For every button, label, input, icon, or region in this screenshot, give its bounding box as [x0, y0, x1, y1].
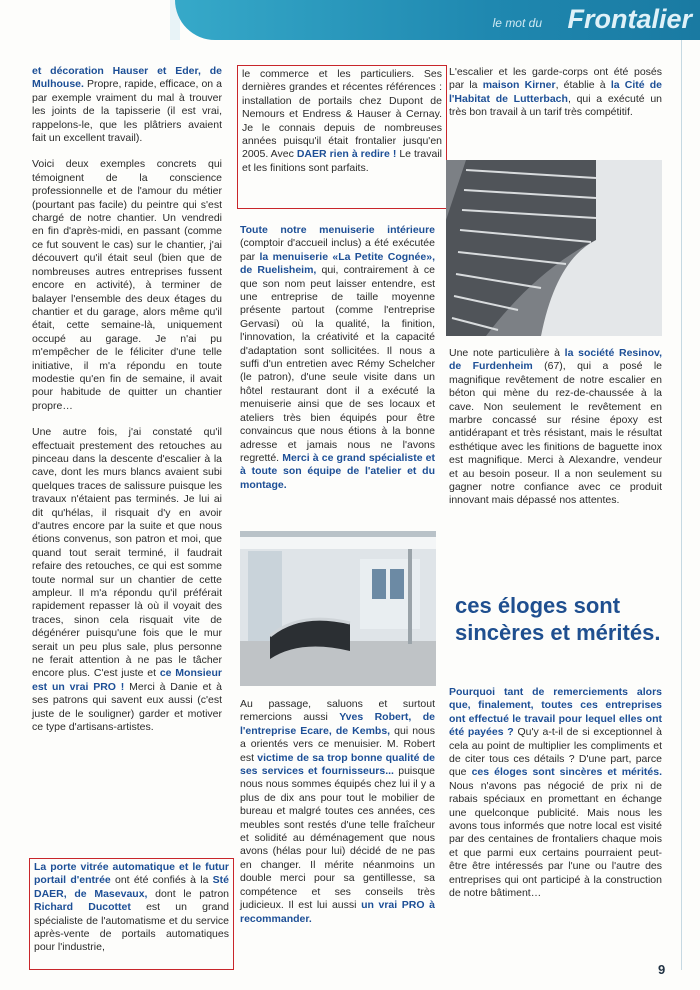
c2-paragraph-2: Au passage, saluons et surtout remercions aussi Yves Robert, de l'entreprise Ecare, de Kembs, qui nous a orientés vers ce menuisier. M. Robert est victime de sa trop bonne qualité de ses services et fournisseurs... puisque nous nous sommes équipés chez lui il y a plus de dix ans pour tout le mobilier de bureau et malgré toutes ces années, ces meubles sont restés d'une telle fraîcheur et solidité au déménagement que nous avons (hélas pour lui) décidé de ne pas en changer. Il mérite néanmoins un double merci pour sa gentillesse, sa compétence et ses conseils très judicieux. Il est lui aussi un vrai PRO à recommander.: [240, 698, 436, 925]
right-margin-rule: [681, 40, 682, 970]
c2-paragraph-1: Toute notre menuiserie intérieure (comptoir d'accueil inclus) a été exécutée par la menuiserie «La Petite Cognée», de Ruelisheim, qui, contrairement à ce que son nom peut laisser entendre, est une entreprise de taille moyenne présente partout (comme l'entreprise Gervasi) où la qualité, la finition, l'innovation, la créativité et la capacité d'adaptation sont sollicitées. Il nous a suffi d'un entretien avec Rémy Schelcher (le patron), d'une seule visite dans un hôtel restaurant dont il a exécuté la menuiserie ainsi que de ses locaux et ateliers très bien équipés pour être convaincus que nous étions à la bonne adresse et jamais nous ne l'avons regretté. Merci à ce grand spécialiste et à toute son équipe de l'atelier et du montage.: [240, 224, 435, 491]
column-1: [32, 65, 222, 748]
c1-paragraph-2: Voici deux exemples concrets qui témoignent de la conscience professionnelle et de l'amour du métier (pourtant pas facile) du peintre qui s'est chargé de notre chantier. Un vendredi en fin d'après-midi, en passant (comme ce fut souvent le cas) sur le chantier, j'ai découvert qu'il était seul (bien que de nombreuses autres entreprises fussent encore en activité), à terminer de balayer l'ensemble des deux étages du chantier et du garage, alors même qu'il était, cette semaine-là, uniquement occupé au garage. Je n'ai pu m'empêcher de le féliciter d'une telle initiative, il m'a répondu en toute modestie qu'en fin de semaine, il avait pour habitude de quitter un chantier propre…: [32, 158, 222, 412]
photo-staircase: [446, 160, 662, 336]
page-number: 9: [658, 962, 666, 977]
header-banner: [175, 0, 700, 40]
c1-paragraph-3: Une autre fois, j'ai constaté qu'il effectuait prestement des retouches au pinceau dans la descente d'escalier à la cave, dont les murs blancs avaient subi quelques traces de salissure puisque les travaux n'étaient pas terminés. Je lui ai dit qu'hélas, il risquait d'y en avoir d'autres encore par la suite et que nous étions convenus, son patron et moi, que quand tout serait terminé, il faudrait refaire des retouches, ce qui est somme toute normal sur un chantier de cette ampleur. Il m'a répondu qu'il préférait rapidement repasser là où il voyait des traces, sinon cela risquait vite de dégénérer puisqu'une fois que le mur serait un peu plus sale, plus personne ne ferait attention à ne pas le tâcher encore plus. C'est juste et ce Monsieur est un vrai PRO ! Merci à Danie et à ses patrons qui savent eux aussi (c'est juste de le souligner) garder et motiver ce type d'artisans-artistes.: [32, 426, 222, 734]
c3-paragraph-3: Pourquoi tant de remerciements alors que, finalement, toutes ces entreprises ont effectué le travail pour lequel elles ont été payées ? Qu'y a-t-il de si exceptionnel à cela au point de multiplier les compliments et de citer tous ces détails ? D'une part, parce que ces éloges sont sincères et mérités. Nous n'avons pas négocié de prix ni de rabais spéciaux en promettant en échange une quelconque publicité. Mais nous les avons tous informés que notre local est visité par des centaines de frontaliers chaque mois et que parmi eux certains pourraient peut-être être intéressés par l'une ou l'autre des entreprises qui ont participé à la construction de notre bâtiment…: [449, 686, 662, 900]
banner-title: Frontalier: [567, 4, 692, 34]
pull-quote: ces éloges sont sincères et mérités.: [455, 593, 661, 645]
banner-kicker: le mot du: [492, 16, 542, 30]
highlight-box-daer-cont: le commerce et les particuliers. Ses dernières grandes et récentes références : installation de portails chez Dupont de Nemours et Endress & Hauser à Cernay. Je le connais depuis de nombreuses années puisqu'il était frontalier jusqu'en 2005. Avec DAER rien à redire ! Le travail et les finitions sont parfaits.: [237, 65, 447, 209]
c3-paragraph-1: L'escalier et les garde-corps ont été posés par la maison Kirner, établie à la Cité de l'Habitat de Lutterbach, qui a exécuté un très bon travail à un tarif très compétitif.: [449, 66, 663, 119]
c1-paragraph-1: et décoration Hauser et Eder, de Mulhouse. Propre, rapide, efficace, on a par exemple vraiment du mal à trouver les joints de la tapisserie (il est vrai, rappelons-le, que les plâtriers avaient fait un excellent travail).: [32, 65, 222, 145]
c3-paragraph-2: Une note particulière à la société Resinov, de Furdenheim (67), qui a posé le magnifique revêtement de notre escalier en béton qui mène du rez-de-chaussée à la cave. Non seulement le revêtement en marbre concassé sur résine époxy est antidérapant et très résistant, mais le résultat esthétique avec les finitions de baguette inox est magnifique. Merci à Alexandre, vendeur et au besoin poseur. Il a non seulement su gagner notre confiance avec ce produit innovant mais dépassé nos attentes.: [449, 347, 663, 507]
highlight-box-daer: La porte vitrée automatique et le futur portail d'entrée ont été confiés à la Sté DAER, de Masevaux, dont le patron Richard Ducottet est un grand spécialiste de l'automatisme et du service après-vente de portails automatiques pour l'industrie,: [29, 858, 234, 970]
photo-reception-hall: [240, 531, 436, 686]
